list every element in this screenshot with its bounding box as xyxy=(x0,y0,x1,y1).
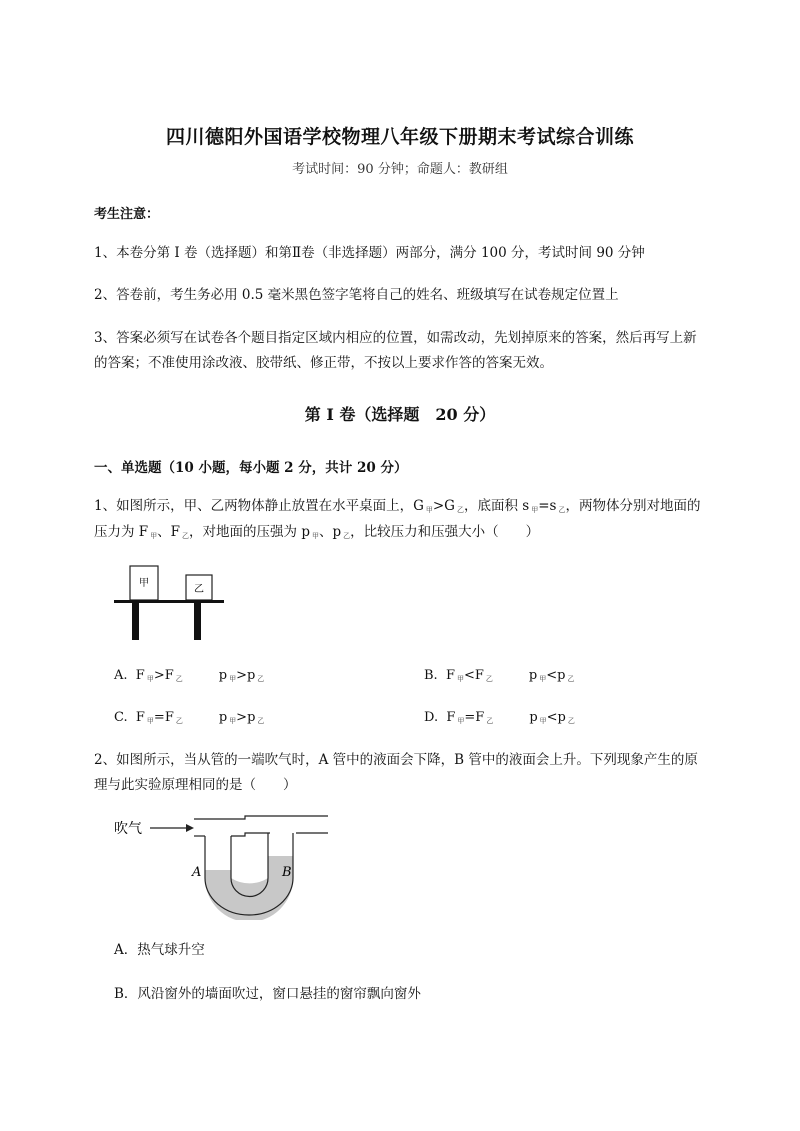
q1-subscript: 甲 xyxy=(425,506,433,514)
option-text: <p xyxy=(546,710,566,725)
option-text: =F xyxy=(464,710,485,725)
q2-option-b[interactable]: B．风沿窗外的墙面吹过，窗口悬挂的窗帘飘向窗外 xyxy=(114,986,421,1002)
q1-text: >G xyxy=(432,498,455,514)
notice-item-3-line-2: 的答案；不准使用涂改液、胶带纸、修正带，不按以上要求作答的答案无效。 xyxy=(94,355,553,371)
option-subscript: 乙 xyxy=(257,717,265,725)
notice-item-2: 2、答卷前，考生务必用 0.5 毫米黑色签字笔将自己的姓名、班级填写在试卷规定位置上 xyxy=(94,287,619,303)
q1-subscript: 乙 xyxy=(343,532,351,540)
q1-option-c[interactable] xyxy=(114,710,264,726)
notice-item-3-line-1: 3、答案必须写在试卷各个题目指定区域内相应的位置，如需改动，先划掉原来的答案，然后再写上新 xyxy=(94,330,697,346)
table-leg-left xyxy=(132,603,139,640)
option-subscript: 甲 xyxy=(146,675,154,683)
q1-subscript: 乙 xyxy=(558,506,566,514)
option-subscript: 乙 xyxy=(175,717,183,725)
option-text: =F xyxy=(153,710,174,725)
option-subscript: 甲 xyxy=(229,717,237,725)
label-b: B xyxy=(282,865,292,880)
option-text: F xyxy=(446,710,456,725)
q1-text: =s xyxy=(538,498,557,514)
q2-u-tube-figure xyxy=(110,808,360,920)
q1-text: 、F xyxy=(157,524,181,540)
tube-top-wall xyxy=(194,816,328,819)
option-text: p xyxy=(218,668,228,683)
option-text: F xyxy=(135,668,145,683)
option-subscript: 甲 xyxy=(229,675,237,683)
option-text: <F xyxy=(463,668,484,683)
q1-subscript: 甲 xyxy=(150,532,158,540)
block-jia-label: 甲 xyxy=(139,578,149,589)
option-subscript: 乙 xyxy=(175,675,183,683)
table-leg-right xyxy=(194,603,201,640)
q1-subscript: 甲 xyxy=(311,532,319,540)
q1-subscript: 乙 xyxy=(456,506,464,514)
label-a: A xyxy=(192,865,202,880)
part-heading: 一、单选题（10 小题，每小题 2 分，共计 20 分） xyxy=(94,460,408,476)
option-text: <p xyxy=(546,668,566,683)
option-subscript: 甲 xyxy=(539,675,547,683)
document-subtitle: 考试时间：90 分钟；命题人：教研组 xyxy=(292,162,508,177)
q1-text: 压力为 F xyxy=(94,524,149,540)
tube-bottom-wall-mid xyxy=(231,833,270,836)
option-subscript: 乙 xyxy=(567,675,575,683)
q2-stem-line-1: 2、如图所示，当从管的一端吹气时，A 管中的液面会下降，B 管中的液面会上升。下列现象产生的原 xyxy=(94,752,698,768)
option-text: >p xyxy=(236,668,256,683)
q1-stem-line-2 xyxy=(94,520,539,549)
q1-text: 、p xyxy=(318,524,342,540)
q1-stem-line-1 xyxy=(94,494,700,523)
table-top xyxy=(114,600,224,603)
q1-text: ，比较压力和压强大小（ ） xyxy=(350,524,540,540)
option-label: D. xyxy=(424,710,439,725)
option-text: p xyxy=(218,710,228,725)
option-text: p xyxy=(528,668,538,683)
option-subscript: 乙 xyxy=(567,717,575,725)
option-text: >p xyxy=(236,710,256,725)
q1-text: ，对地面的压强为 p xyxy=(189,524,310,540)
document-title: 四川德阳外国语学校物理八年级下册期末考试综合训练 xyxy=(165,126,634,148)
q1-text: ，底面积 s xyxy=(463,498,530,514)
notice-item-1: 1、本卷分第 I 卷（选择题）和第Ⅱ卷（非选择题）两部分，满分 100 分，考试时间 90 分钟 xyxy=(94,245,645,261)
q1-text: ，两物体分别对地面的 xyxy=(565,498,701,514)
option-text: F xyxy=(445,668,455,683)
q1-text: 1、如图所示，甲、乙两物体静止放置在水平桌面上，G xyxy=(94,498,424,514)
option-text: F xyxy=(135,710,145,725)
option-label: A. xyxy=(114,668,128,683)
q1-subscript: 甲 xyxy=(531,506,539,514)
option-label: B. xyxy=(424,668,438,683)
option-subscript: 甲 xyxy=(146,717,154,725)
option-text: >F xyxy=(153,668,174,683)
q1-table-figure xyxy=(110,560,230,646)
option-text: p xyxy=(529,710,538,725)
option-subscript: 甲 xyxy=(457,717,465,725)
q1-subscript: 乙 xyxy=(182,532,190,540)
q1-option-b[interactable] xyxy=(424,668,574,684)
notice-heading: 考生注意： xyxy=(94,207,160,222)
q1-option-a[interactable] xyxy=(114,668,264,684)
option-subscript: 乙 xyxy=(486,717,494,725)
option-subscript: 甲 xyxy=(456,675,464,683)
option-subscript: 甲 xyxy=(539,717,547,725)
option-label: C. xyxy=(114,710,128,725)
section-title: 第 I 卷（选择题 20 分） xyxy=(304,405,496,424)
blow-label: 吹气 xyxy=(114,821,142,837)
q2-option-a[interactable]: A．热气球升空 xyxy=(114,942,205,958)
q2-stem-line-2: 理与此实验原理相同的是（ ） xyxy=(94,777,297,793)
q1-option-d[interactable] xyxy=(424,710,575,726)
block-yi-label: 乙 xyxy=(194,584,204,595)
option-subscript: 乙 xyxy=(257,675,265,683)
option-subscript: 乙 xyxy=(485,675,493,683)
blow-arrow-head xyxy=(186,824,194,832)
